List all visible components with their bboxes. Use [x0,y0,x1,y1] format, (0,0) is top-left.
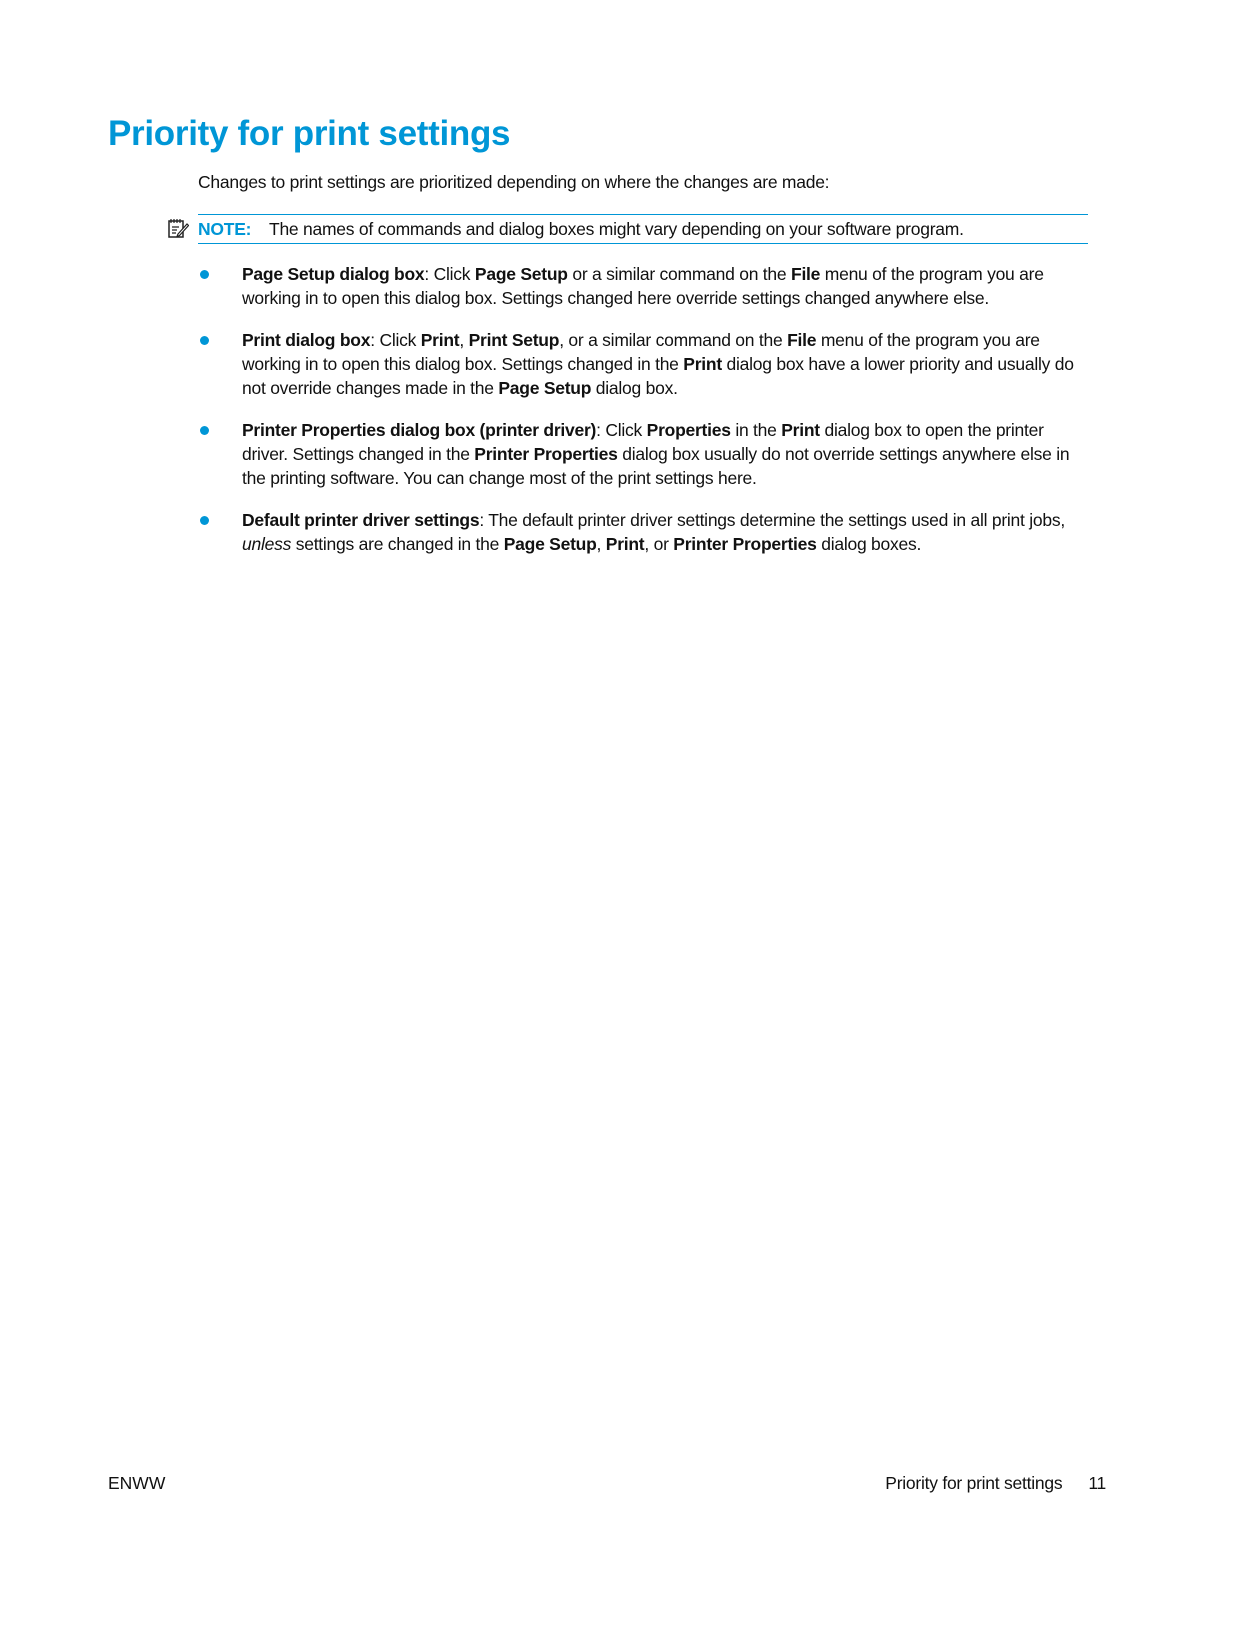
text-segment: , [459,330,469,350]
bold-text: Properties [646,420,731,440]
text-segment: menu of the program you are working in to open this dialog box. Settings changed here override settings changed anywhere else. [242,264,1044,308]
footer-left: ENWW [108,1473,166,1493]
bullet-icon [200,336,209,345]
bold-text: Default printer driver settings [242,510,480,530]
bold-text: Printer Properties [474,444,618,464]
bold-text: Page Setup [503,534,597,554]
bold-text: Print Setup [468,330,560,350]
page-number: 11 [1088,1473,1106,1493]
text-segment: menu of the program you are working in to open this dialog box. Settings changed in the [242,330,1040,374]
bold-text: Page Setup [498,378,592,398]
bold-text: Print [420,330,460,350]
list-item [198,508,1088,556]
text-segment: dialog box to open the printer driver. Settings changed in the [242,420,1044,464]
text-segment: dialog box usually do not override settings anywhere else in the printing software. You can change most of the print settings here. [242,444,1070,488]
page-title: Priority for print settings [108,114,511,153]
text-segment: , or [644,534,674,554]
bullet-icon [200,426,209,435]
footer-section: Priority for print settings [885,1473,1063,1493]
bold-text: Printer Properties dialog box (printer driver) [242,420,597,440]
note-text: The names of commands and dialog boxes might vary depending on your software program. [269,219,964,239]
text-segment: : Click [370,330,421,350]
bold-text: File [791,264,821,284]
text-segment: , [596,534,606,554]
bullet-icon [200,516,209,525]
italic-text: unless [242,534,292,554]
bold-text: Printer Properties [673,534,817,554]
bold-text: File [787,330,817,350]
intro-paragraph: Changes to print settings are prioritized depending on where the changes are made: [198,172,830,192]
note-label: NOTE: [198,219,252,239]
note-icon [167,217,189,239]
text-segment: dialog box. [591,378,678,398]
bold-text: Print [781,420,820,440]
text-segment: : Click [424,264,475,284]
text-segment: , or a similar command on the [559,330,788,350]
settings-priority-list [198,262,1088,574]
text-segment: dialog box have a lower priority and usually do not override changes made in the [242,354,1074,398]
text-segment: : The default printer driver settings determine the settings used in all print jobs, [479,510,1065,530]
footer-right [885,1473,1106,1494]
list-item [198,328,1088,400]
text-segment: settings are changed in the [291,534,504,554]
bold-text: Print dialog box [242,330,371,350]
bold-text: Page Setup [474,264,568,284]
list-item [198,418,1088,490]
bold-text: Print [605,534,645,554]
text-segment: in the [730,420,782,440]
bold-text: Print [683,354,722,374]
text-segment: or a similar command on the [567,264,791,284]
note-box [198,214,1088,244]
list-item [198,262,1088,310]
bold-text: Page Setup dialog box [242,264,425,284]
bullet-icon [200,270,209,279]
text-segment: dialog boxes. [816,534,922,554]
text-segment: : Click [596,420,647,440]
